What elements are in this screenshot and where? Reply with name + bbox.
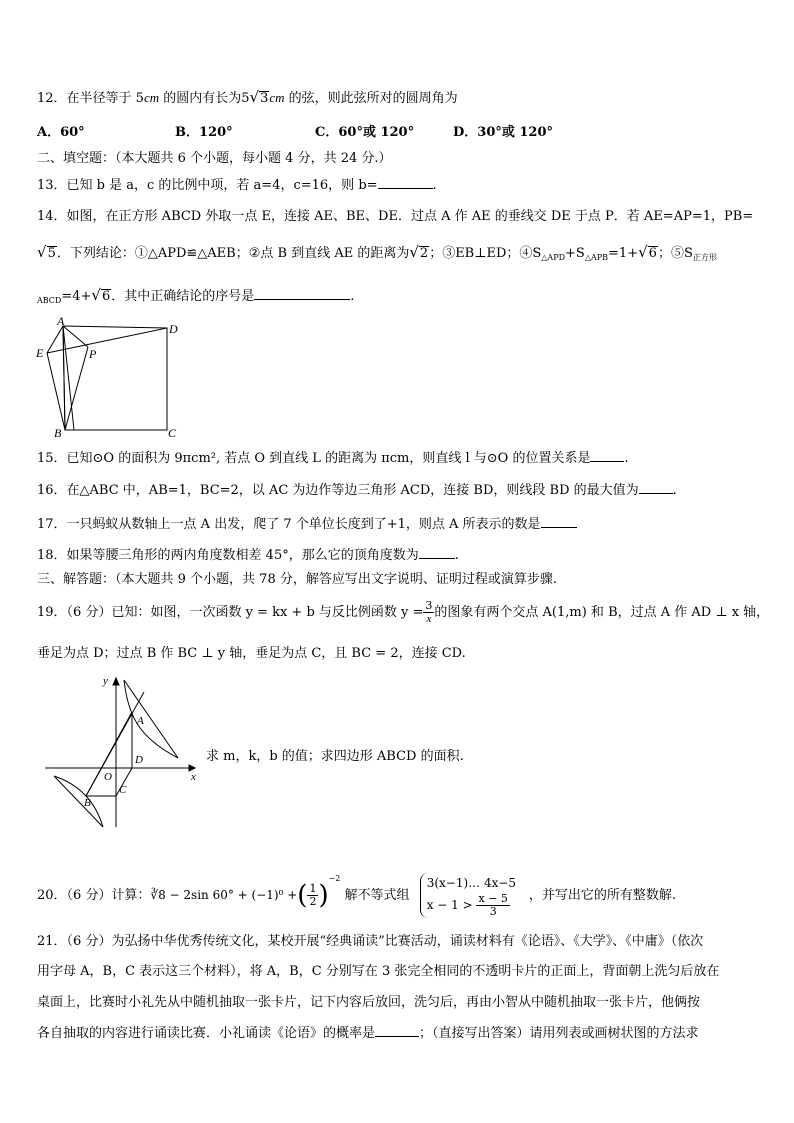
q21-answer-blank[interactable] <box>375 1024 419 1037</box>
q14-line3-b: ．其中正确结论的序号是 <box>111 289 255 304</box>
q14-line2 <box>37 243 764 267</box>
q12-option-c: C．60°或 120° <box>315 125 415 140</box>
q14-sub-apb: △APB <box>584 253 609 262</box>
q14-line1: 14．如图，在正方形 ABCD 外取一点 E，连接 AE、BE、DE．过点 A 作 AE 的垂线交 DE 于点 P．若 AE=AP=1，PB= <box>37 209 754 224</box>
sqrt-sign: √ <box>409 243 419 261</box>
paren-left: ( <box>297 880 308 911</box>
q14-sub-apd: △APD <box>541 253 566 262</box>
q18-end: . <box>454 548 459 563</box>
q15-answer-blank[interactable] <box>590 449 624 462</box>
q21-line1: 21．（6 分）为弘扬中华优秀传统文化，某校开展“经典诵读”比赛活动，诵读材料有《论语》、《大学》、《中庸》（依次 <box>37 934 704 949</box>
q14-conclusions-b: ；③EB⊥ED；④S <box>429 246 542 261</box>
q14-answer-blank[interactable] <box>254 287 350 300</box>
label-b: B <box>84 797 91 809</box>
q19-text-a: 19．（6 分）已知：如图，一次函数 y = kx + b 与反比例函数 y = <box>37 605 424 620</box>
label-a: A <box>137 715 144 727</box>
q18-text: 18．如果等腰三角形的两内角度数相差 45°，那么它的顶角度数为 <box>37 548 419 563</box>
q19-text-b: 的图象有两个交点 A(1,m) 和 B，过点 A 作 AD ⊥ x 轴， <box>434 605 770 620</box>
q13 <box>37 176 764 195</box>
q12-stem <box>37 88 764 108</box>
q16 <box>37 481 764 500</box>
q21-line4 <box>37 1024 764 1043</box>
q16-end: . <box>672 483 677 498</box>
q14-end: . <box>350 289 355 304</box>
label-x: x <box>191 771 196 783</box>
q20-ineq2-frac <box>476 893 509 918</box>
q20-text-c: ，并写出它的所有整数解. <box>528 888 676 903</box>
q12-options <box>37 124 764 142</box>
q19-frac-num: 3 <box>425 599 433 612</box>
q14-line3-a: =4+ <box>61 289 92 304</box>
q21-line4-b: ；（直接写出答案）请用列表或画树状图的方法求 <box>419 1026 699 1041</box>
q15-end: . <box>624 451 629 466</box>
q14-radicand-5: 5 <box>47 246 56 261</box>
q15 <box>37 449 764 468</box>
label-a: A <box>57 314 65 328</box>
q12-option-b: B．120° <box>175 125 233 140</box>
segment-pb <box>65 347 88 430</box>
q12-unit2: cm <box>269 90 285 105</box>
q13-text: 13．已知 b 是 a，c 的比例中项，若 a=4，c=16，则 b= <box>37 178 378 193</box>
q17-text: 17．一只蚂蚁从数轴上一点 A 出发，爬了 7 个单位长度到了+1，则点 A 所表示的数是 <box>37 517 541 532</box>
q20-ineq2-left: x − 1 > <box>426 898 473 912</box>
q19-frac-den: x <box>426 613 432 625</box>
q12-text-c: 的弦，则此弦所对的圆周角为 <box>284 91 458 106</box>
label-y: y <box>103 675 108 687</box>
q18 <box>37 546 764 565</box>
q14-radicand-2: 2 <box>419 246 429 261</box>
y-axis-arrow <box>113 678 119 685</box>
q20-inequality-2 <box>427 893 525 918</box>
figure-q19-graph <box>40 672 205 832</box>
paren-right: ) <box>318 880 329 911</box>
q20-half-num: 1 <box>309 882 317 895</box>
sqrt-sign: √ <box>91 286 101 304</box>
q12-option-a: A．60° <box>37 125 85 140</box>
q14-conclusions-e: ；⑤S <box>657 246 693 261</box>
q20-inequality-1: 3(x−1)… 4x−5 <box>426 876 517 890</box>
sqrt-sign: √ <box>638 243 648 261</box>
q16-answer-blank[interactable] <box>639 481 673 494</box>
label-d: D <box>135 754 143 766</box>
q20-system <box>420 873 525 918</box>
q12-unit1: cm <box>143 90 160 105</box>
section3-heading: 三、解答题：（本大题共 9 个小题，共 78 分，解答应写出文字说明、证明过程或演算步骤. <box>37 572 557 587</box>
q20-text-b: 解不等式组 <box>344 888 410 903</box>
q14-conclusions-c: +S <box>565 246 585 261</box>
q21-line2: 用字母 A，B，C 表示这三个材料），将 A，B，C 分别写在 3 张完全相同的不透明卡片的正面上，背面朝上洗匀后放在 <box>37 964 720 979</box>
q17 <box>37 515 764 534</box>
segment-eb <box>47 353 65 430</box>
q13-end: . <box>432 178 437 193</box>
label-o: O <box>104 771 112 783</box>
q20 <box>37 848 764 918</box>
q14-conclusions-a: ．下列结论：①△APD≌△AEB；②点 B 到直线 AE 的距离为 <box>56 246 410 261</box>
q14-radicand-6: 6 <box>648 246 657 261</box>
hyperbola-lower-chord <box>54 776 103 827</box>
q21-line4-text: 各自抽取的内容进行诵读比赛．小礼诵读《论语》的概率是 <box>37 1026 376 1041</box>
q20-half-den: 2 <box>309 895 317 908</box>
label-b: B <box>54 426 62 440</box>
segment-ae <box>47 326 63 353</box>
q20-expression: ∛8 − 2sin 60° + (−1)⁰ + <box>150 888 298 902</box>
segment-ap <box>63 326 88 347</box>
q12-radicand: 3 <box>260 91 269 106</box>
q14-conclusions-d: =1+ <box>608 246 639 261</box>
q20-ineq2-num: x − 5 <box>478 892 508 905</box>
sqrt-sign: √ <box>37 243 47 261</box>
q14-sub-square: 正方形 <box>692 253 717 262</box>
q15-text: 15．已知⊙O 的面积为 9πcm², 若点 O 到直线 L 的距离为 πcm，则直线 l 与⊙O 的位置关系是 <box>37 451 591 466</box>
section2-heading: 二、填空题：（本大题共 6 个小题，每小题 4 分，共 24 分.） <box>37 151 392 166</box>
q17-answer-blank[interactable] <box>541 515 577 528</box>
q20-ineq2-den: 3 <box>489 905 497 918</box>
q19-line1 <box>37 599 770 625</box>
square-abcd <box>63 326 167 430</box>
q13-answer-blank[interactable] <box>378 176 433 189</box>
figure-q14-square <box>34 314 184 440</box>
q19-side-question: 求 m，k，b 的值；求四边形 ABCD 的面积. <box>206 749 464 764</box>
sqrt-sign: √ <box>249 88 260 106</box>
label-p: P <box>89 347 97 361</box>
q21-line3: 桌面上，比赛时小礼先从中随机抽取一张卡片，记下内容后放回，洗匀后，再由小智从中随机抽取一张卡片，他俩按 <box>37 995 701 1010</box>
q14-line3 <box>37 286 764 310</box>
q20-exponent: −2 <box>328 874 341 883</box>
q19-line2: 垂足为点 D；过点 B 作 BC ⊥ y 轴，垂足为点 C，且 BC = 2，连接 CD. <box>37 646 466 661</box>
q14-sub-abcd: ABCD <box>37 296 62 305</box>
q12-option-d: D．30°或 120° <box>453 125 554 140</box>
q12-text-a: 12．在半径等于 5 <box>37 91 144 106</box>
q16-text: 16．在△ABC 中，AB=1，BC=2，以 AC 为边作等边三角形 ACD，连接 BD，则线段 BD 的最大值为 <box>37 483 639 498</box>
q20-text-a: 20．（6 分）计算： <box>37 888 151 903</box>
label-c: C <box>168 426 177 440</box>
label-c: C <box>119 784 127 796</box>
label-e: E <box>36 346 44 360</box>
q20-half <box>307 883 318 908</box>
label-d: D <box>169 322 178 336</box>
q18-answer-blank[interactable] <box>419 546 455 559</box>
q19-fraction <box>423 600 434 625</box>
q14-radicand-6b: 6 <box>101 289 111 304</box>
q12-text-b: 的圆内有长为5 <box>159 91 250 106</box>
